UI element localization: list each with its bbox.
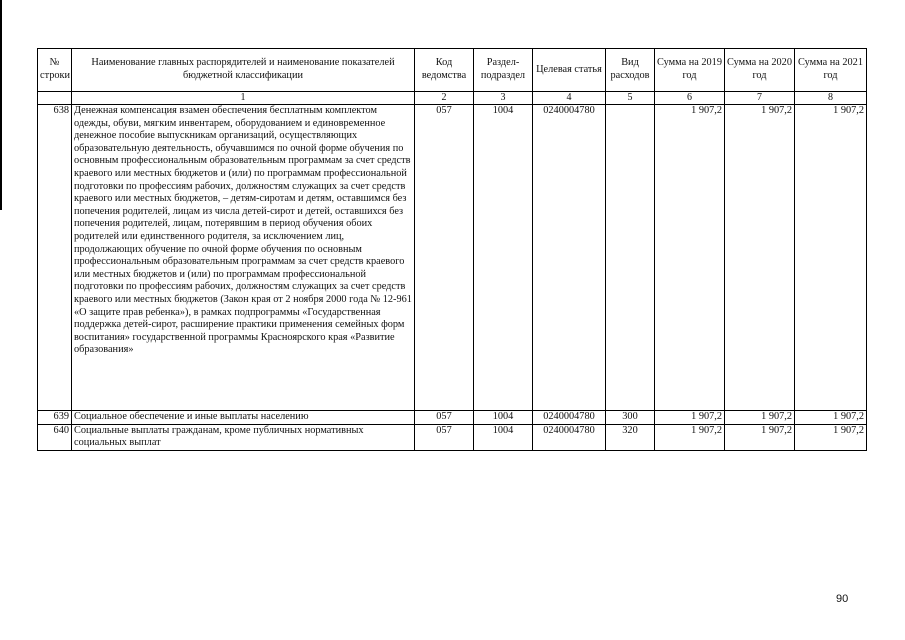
header-name: Наименование главных распорядителей и наименование показателей бюджетной классификации — [72, 49, 415, 92]
row-number: 640 — [38, 424, 72, 450]
table-row — [38, 424, 867, 450]
row-sum-2019: 1 907,2 — [655, 411, 725, 425]
row-expense-type: 320 — [606, 424, 655, 450]
page-number: 90 — [836, 593, 849, 605]
header-sum-2021: Сумма на 2021 год — [795, 49, 867, 92]
header-section: Раздел-подраздел — [474, 49, 533, 92]
header-department-code: Код ведомства — [415, 49, 474, 92]
row-section: 1004 — [474, 105, 533, 411]
row-number: 638 — [38, 105, 72, 411]
row-name: Денежная компенсация взамен обеспечения бесплатным комплектом одежды, обуви, мягким инвентарем, оборудованием и единовременное денежное пособие выпускникам организаций, осуществляющих образовательную деятельность, обучавшимся по очной форме обучения по основным профессиональным образовательным программам за счет средств краевого или местных бюджетов и (или) по программам профессиональной подготовки по профессиям рабочих, должностям служащих за счет средств краевого или местных бюджетов, – детям-сиротам и детям, оставшимся без попечения родителей, лицам из числа детей-сирот и детей, оставшихся без попечения родителей, лицам, потерявшим в период обучения обоих родителей или единственного родителя, за исключением лиц, продолжающих обучение по очной форме обучения по основным профессиональным образовательным программам за счет средств краевого или местных бюджетов и (или) по программам профессиональной подготовки по профессиям рабочих, должностям служащих за счет средств краевого или местных бюджетов (Закон края от 2 ноября 2000 года № 12-961 «О защите прав ребенка»), в рамках подпрограммы «Государственная поддержка детей-сирот, расширение практики применения семейных форм воспитания» государственной программы Красноярского края «Развитие образования» — [72, 105, 415, 411]
column-number: 7 — [725, 92, 795, 105]
column-number: 5 — [606, 92, 655, 105]
column-number: 4 — [533, 92, 606, 105]
column-number: 3 — [474, 92, 533, 105]
header-target-article: Целевая статья — [533, 49, 606, 92]
row-sum-2021: 1 907,2 — [795, 424, 867, 450]
row-number: 639 — [38, 411, 72, 425]
header-sum-2019: Сумма на 2019 год — [655, 49, 725, 92]
budget-table — [37, 48, 867, 451]
column-number: 2 — [415, 92, 474, 105]
table-row — [38, 411, 867, 425]
row-target-article: 0240004780 — [533, 105, 606, 411]
header-row-number: № строки — [38, 49, 72, 92]
column-number: 8 — [795, 92, 867, 105]
row-department-code: 057 — [415, 411, 474, 425]
row-department-code: 057 — [415, 424, 474, 450]
column-number: 6 — [655, 92, 725, 105]
row-name: Социальные выплаты гражданам, кроме публичных нормативных социальных выплат — [72, 424, 415, 450]
row-sum-2020: 1 907,2 — [725, 424, 795, 450]
row-expense-type: 300 — [606, 411, 655, 425]
row-sum-2020: 1 907,2 — [725, 105, 795, 411]
row-sum-2019: 1 907,2 — [655, 424, 725, 450]
row-target-article: 0240004780 — [533, 424, 606, 450]
row-sum-2021: 1 907,2 — [795, 105, 867, 411]
scan-edge-mark — [0, 0, 2, 210]
row-sum-2020: 1 907,2 — [725, 411, 795, 425]
row-section: 1004 — [474, 411, 533, 425]
row-target-article: 0240004780 — [533, 411, 606, 425]
header-expense-type: Вид расходов — [606, 49, 655, 92]
table-header-row — [38, 49, 867, 92]
header-sum-2020: Сумма на 2020 год — [725, 49, 795, 92]
row-name: Социальное обеспечение и иные выплаты населению — [72, 411, 415, 425]
column-number-row — [38, 92, 867, 105]
row-sum-2021: 1 907,2 — [795, 411, 867, 425]
row-expense-type — [606, 105, 655, 411]
column-number: 1 — [72, 92, 415, 105]
row-sum-2019: 1 907,2 — [655, 105, 725, 411]
row-section: 1004 — [474, 424, 533, 450]
table-row — [38, 105, 867, 411]
column-number-empty — [38, 92, 72, 105]
row-department-code: 057 — [415, 105, 474, 411]
